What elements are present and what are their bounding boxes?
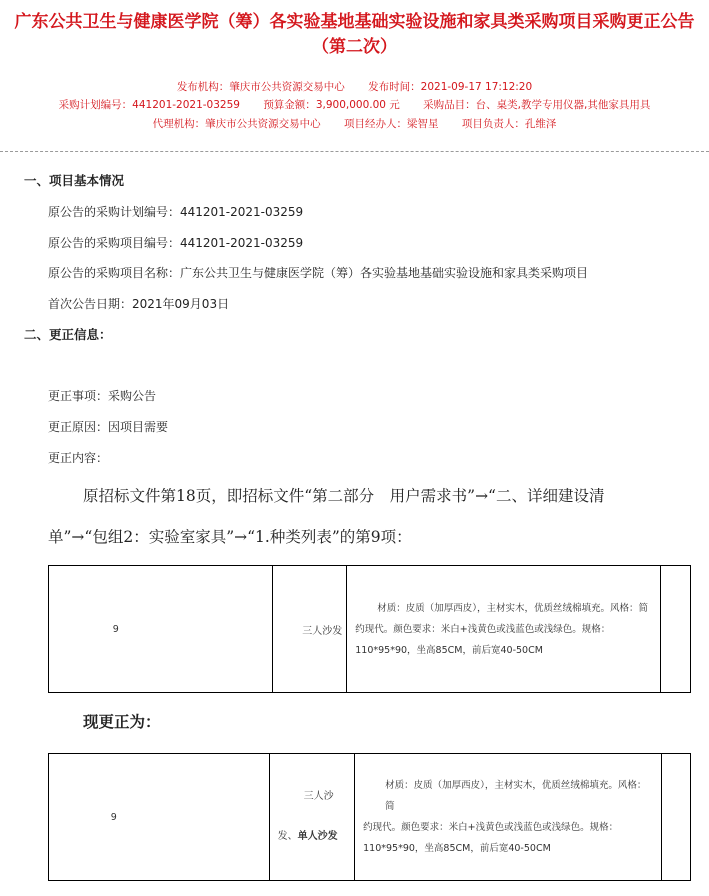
budget-field: 预算金额：3,900,000.00 元 <box>263 99 400 111</box>
section-1-heading: 一、项目基本情况 <box>24 173 125 188</box>
original-project-name: 原公告的采购项目名称：广东公共卫生与健康医学院（筹）各实验基地基础实验设施和家具类采购项目 <box>48 266 589 280</box>
manager-field: 项目负责人：孔维泽 <box>461 118 557 130</box>
handler-field: 项目经办人：梁智星 <box>344 118 439 130</box>
correction-item: 更正事项：采购公告 <box>48 389 157 403</box>
empty-cell <box>661 566 691 693</box>
agency-field: 代理机构：肇庆市公共资源交易中心 <box>152 118 321 130</box>
original-project-no: 原公告的采购项目编号：441201-2021-03259 <box>48 236 304 250</box>
corrected-item-table <box>48 753 691 881</box>
description-line: 材质：皮质（加厚西皮），主材实木，优质丝绒棉填充。风格：简 <box>385 780 647 812</box>
page-title: 广东公共卫生与健康医学院（筹）各实验基地基础实验设施和家具类采购项目采购更正公告（第二次） <box>14 12 695 57</box>
correction-content-label: 更正内容： <box>48 451 109 465</box>
manager-value: 孔维泽 <box>524 118 557 130</box>
plan-no-value: 441201-2021-03259 <box>132 99 240 111</box>
original-plan-no: 原公告的采购计划编号：441201-2021-03259 <box>48 205 304 219</box>
item-number: 9 <box>49 566 273 693</box>
handler-value: 梁智星 <box>407 118 439 130</box>
table-row <box>49 754 691 881</box>
item-number: 9 <box>49 754 270 881</box>
table-row <box>49 566 691 693</box>
description-line: 110*95*90，坐高85CM，前后宽40-50CM <box>355 644 543 656</box>
meta-row-1 <box>0 80 709 94</box>
item-name: 三人沙发 <box>273 566 347 693</box>
plan-no-field: 采购计划编号：441201-2021-03259 <box>58 99 240 111</box>
item-description <box>355 754 662 881</box>
description-line: 约现代。颜色要求：米白+浅黄色或浅蓝色或浅绿色。规格： <box>363 822 619 833</box>
correction-paragraph-line-1: 原招标文件第18页，即招标文件“第二部分 用户需求书”→“二、详细建设清 <box>83 487 605 505</box>
original-item-table <box>48 565 691 693</box>
meta-row-2 <box>0 98 709 112</box>
description-line: 约现代。颜色要求：米白+浅黄色或浅蓝色或浅绿色。规格： <box>355 623 611 635</box>
budget-value: 3,900,000.00 元 <box>315 99 400 111</box>
meta-row-3 <box>0 117 709 131</box>
publisher-value: 肇庆市公共资源交易中心 <box>229 81 345 93</box>
section-2-heading: 二、更正信息： <box>24 327 112 342</box>
item-description <box>347 566 661 693</box>
correction-reason: 更正原因：因项目需要 <box>48 420 169 434</box>
publisher-field: 发布机构：肇庆市公共资源交易中心 <box>176 81 345 93</box>
description-line: 材质：皮质（加厚西皮），主材实木，优质丝绒棉填充。风格：简 <box>377 602 649 614</box>
header-divider <box>0 151 709 152</box>
publish-time-field: 发布时间：2021-09-17 17:12:20 <box>368 81 533 93</box>
first-announce-date: 首次公告日期：2021年09月03日 <box>48 297 230 311</box>
correction-paragraph-line-2: 单”→“包组2：实验室家具”→“1.种类列表”的第9项： <box>48 528 412 546</box>
agency-value: 肇庆市公共资源交易中心 <box>205 118 321 130</box>
category-value: 台、桌类,教学专用仪器,其他家具用具 <box>475 99 651 111</box>
item-name: 三人沙 发、单人沙发 <box>269 754 354 881</box>
empty-cell <box>662 754 691 881</box>
now-corrected-label: 现更正为： <box>83 712 161 731</box>
category-field: 采购品目：台、桌类,教学专用仪器,其他家具用具 <box>423 99 651 111</box>
publish-time-value: 2021-09-17 17:12:20 <box>420 81 533 93</box>
description-line: 110*95*90，坐高85CM，前后宽40-50CM <box>363 843 551 854</box>
